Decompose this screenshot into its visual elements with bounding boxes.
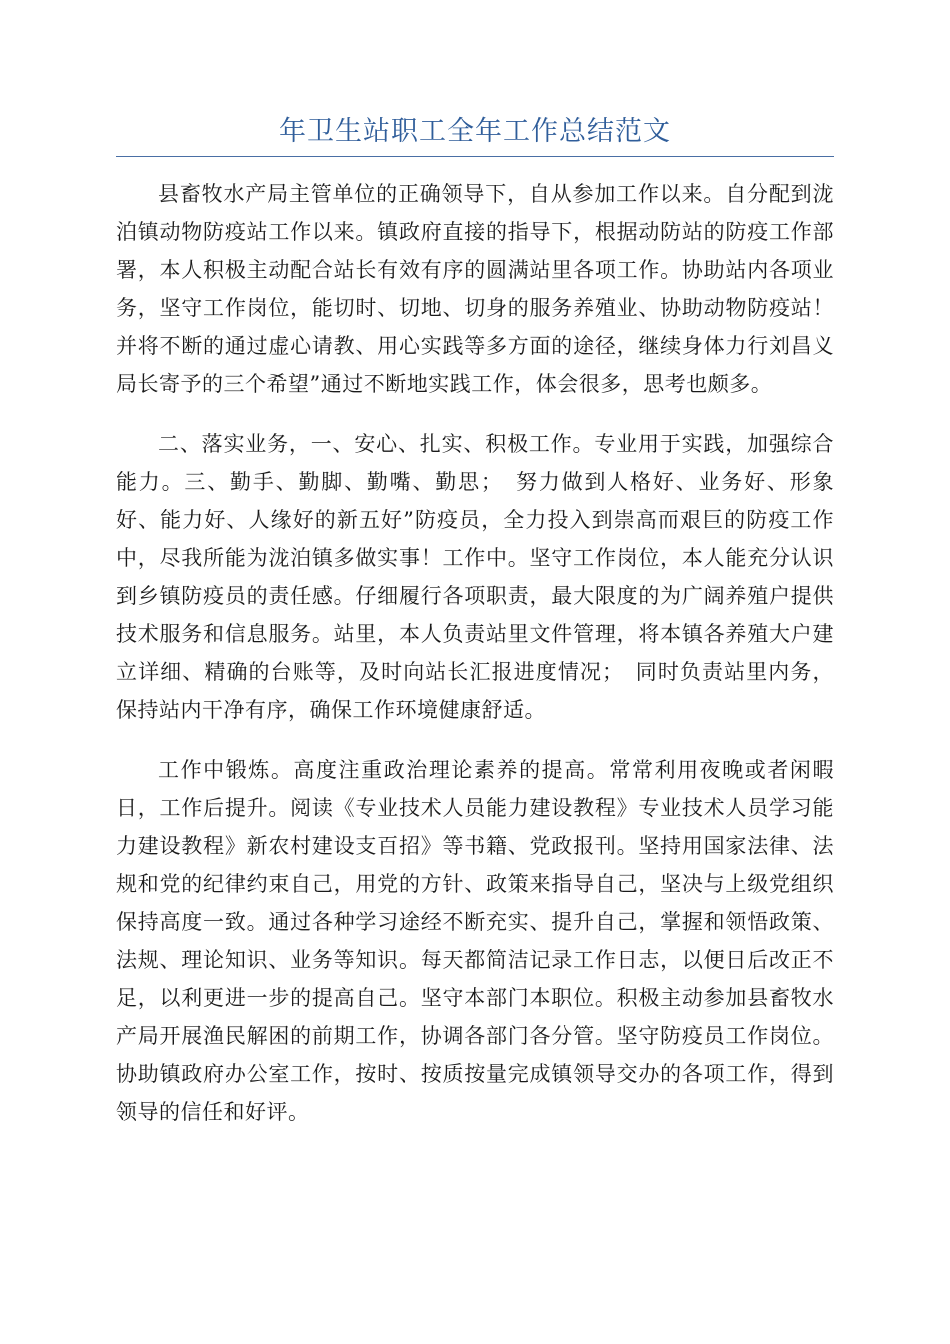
document-body <box>116 175 834 1153</box>
document-title: 年卫生站职工全年工作总结范文 <box>279 116 671 147</box>
paragraph-3: 工作中锻炼。高度注重政治理论素养的提高。常常利用夜晚或者闲暇日，工作后提升。阅读《专业技术人员能力建设教程》专业技术人员学习能力建设教程》新农村建设支百招》等书籍、党政报刊。坚持用国家法律、法规和党的纪律约束自己，用党的方针、政策来指导自己，坚决与上级党组织保持高度一致。通过各种学习途经不断充实、提升自己，掌握和领悟政策、法规、理论知识、业务等知识。每天都简洁记录工作日志，以便日后改正不足，以利更进一步的提高自己。坚守本部门本职位。积极主动参加县畜牧水产局开展渔民解困的前期工作，协调各部门各分管。坚守防疫员工作岗位。协助镇政府办公室工作，按时、按质按量完成镇领导交办的各项工作，得到领导的信任和好评。 <box>116 758 834 1124</box>
title-block <box>116 112 834 157</box>
paragraph-1: 县畜牧水产局主管单位的正确领导下，自从参加工作以来。自分配到泷泊镇动物防疫站工作以来。镇政府直接的指导下，根据动防站的防疫工作部署，本人积极主动配合站长有效有序的圆满站里各项工作。协助站内各项业务，坚守工作岗位，能切时、切地、切身的服务养殖业、协助动物防疫站！并将不断的通过虚心请教、用心实践等多方面的途径，继续身体力行刘昌义局长寄予的三个希望”通过不断地实践工作，体会很多，思考也颇多。 <box>116 182 834 396</box>
paragraph-2: 二、落实业务，一、安心、扎实、积极工作。专业用于实践，加强综合能力。三、勤手、勤脚、勤嘴、勤思； 努力做到人格好、业务好、形象好、能力好、人缘好的新五好”防疫员，全力投入到崇高而艰巨的防疫工作中，尽我所能为泷泊镇多做实事！工作中。坚守工作岗位，本人能充分认识到乡镇防疫员的责任感。仔细履行各项职责，最大限度的为广阔养殖户提供技术服务和信息服务。站里，本人负责站里文件管理，将本镇各养殖大户建立详细、精确的台账等，及时向站长汇报进度情况； 同时负责站里内务，保持站内干净有序，确保工作环境健康舒适。 <box>116 432 834 722</box>
